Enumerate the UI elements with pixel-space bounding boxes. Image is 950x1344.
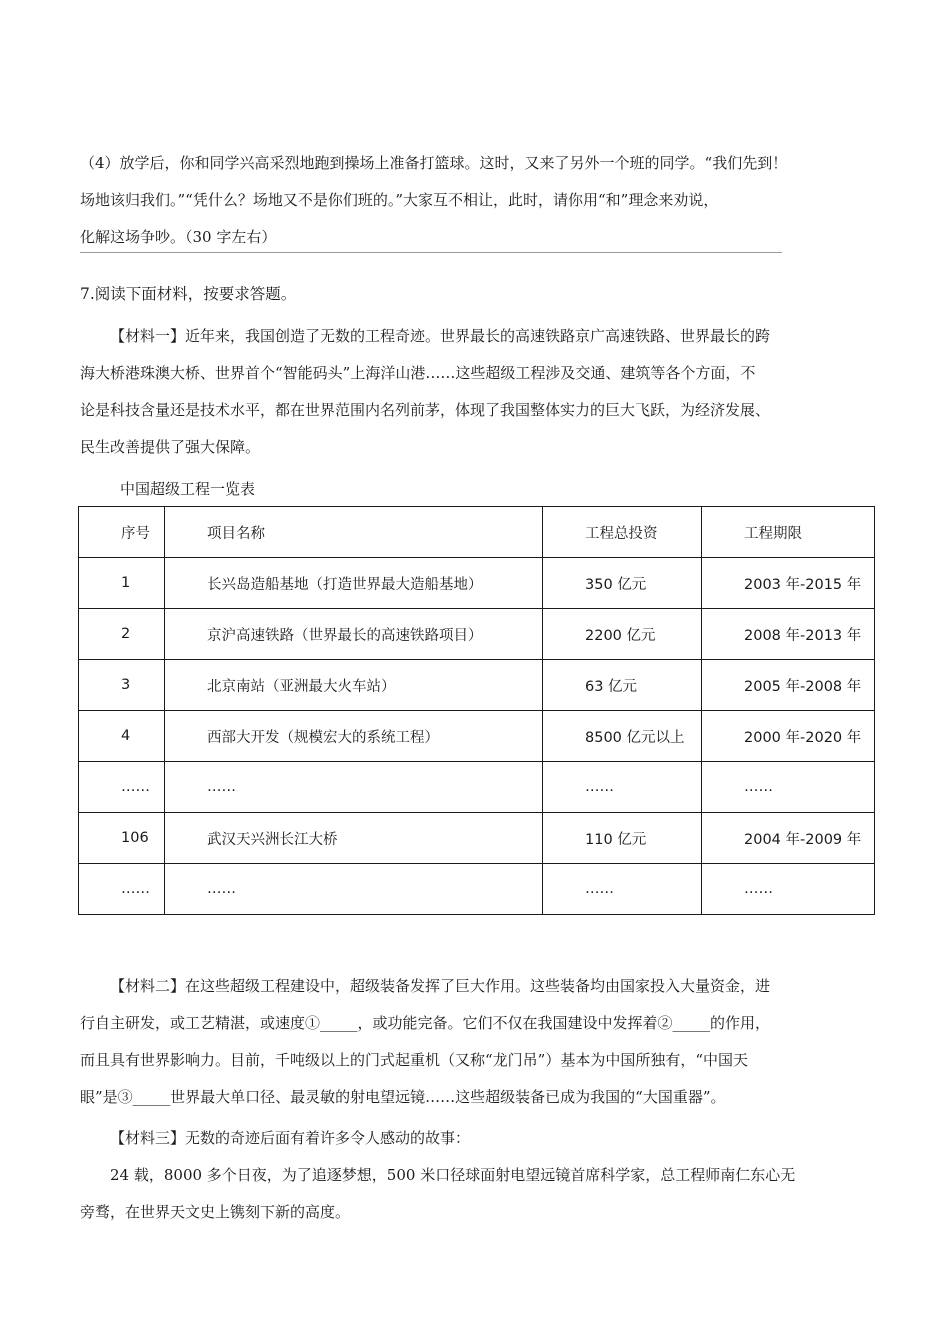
- answer-line: [80, 252, 782, 253]
- table-cell: ……: [702, 762, 875, 813]
- text-line: 行自主研发，或工艺精湛，或速度①_____，或功能完备。它们不仅在我国建设中发挥着②_____的作用，: [80, 1014, 771, 1032]
- header-cell: 项目名称: [165, 507, 543, 558]
- q6-part4-paragraph: [80, 145, 880, 256]
- table-cell: ……: [543, 864, 702, 915]
- text-line: 场地该归我们。”“凭什么？场地又不是你们班的。”大家互不相让，此时，请你用“和”理念来劝说，: [80, 191, 719, 209]
- table-cell: 2005 年-2008 年: [702, 660, 875, 711]
- text-line: 而且具有世界影响力。目前，千吨级以上的门式起重机（又称“龙门吊”）基本为中国所独有，“中国天: [80, 1051, 749, 1069]
- text-line: 【材料二】在这些超级工程建设中，超级装备发挥了巨大作用。这些装备均由国家投入大量资金，进: [110, 977, 771, 995]
- table-cell: 2200 亿元: [543, 609, 702, 660]
- table-row: [79, 762, 875, 813]
- table-header-row: [79, 507, 875, 558]
- text-line: 旁骛，在世界天文史上镌刻下新的高度。: [80, 1203, 351, 1221]
- table-cell: 3: [79, 660, 165, 711]
- text-line: 【材料一】近年来，我国创造了无数的工程奇迹。世界最长的高速铁路京广高速铁路、世界最长的跨: [110, 327, 771, 345]
- text-line: 化解这场争吵。（30 字左右）: [80, 228, 277, 246]
- table-cell: 4: [79, 711, 165, 762]
- super-projects-table: [78, 506, 875, 915]
- table-caption: 中国超级工程一览表: [120, 480, 256, 498]
- table-cell: 2: [79, 609, 165, 660]
- table-cell: 2004 年-2009 年: [702, 813, 875, 864]
- table-row: [79, 660, 875, 711]
- table-cell: ……: [79, 864, 165, 915]
- text-line: 海大桥港珠澳大桥、世界首个“智能码头”上海洋山港……这些超级工程涉及交通、建筑等各个方面，不: [80, 364, 756, 382]
- material-1: [80, 318, 880, 466]
- table-cell: ……: [165, 762, 543, 813]
- table-row: [79, 558, 875, 609]
- table-cell: ……: [79, 762, 165, 813]
- text-line: 民生改善提供了强大保障。: [80, 438, 261, 456]
- text-line: 24 载，8000 多个日夜，为了追逐梦想，500 米口径球面射电望远镜首席科学家，总工程师南仁东心无: [110, 1166, 796, 1184]
- text-line: 【材料三】无数的奇迹后面有着许多令人感动的故事：: [110, 1129, 471, 1147]
- table-cell: 63 亿元: [543, 660, 702, 711]
- material-2: [80, 968, 880, 1116]
- table-cell: 110 亿元: [543, 813, 702, 864]
- table-cell: 8500 亿元以上: [543, 711, 702, 762]
- table-cell: 350 亿元: [543, 558, 702, 609]
- header-cell: 工程总投资: [543, 507, 702, 558]
- table-cell: 西部大开发（规模宏大的系统工程）: [165, 711, 543, 762]
- question-title: 7.阅读下面材料，按要求答题。: [80, 285, 297, 303]
- table-cell: ……: [702, 864, 875, 915]
- table-cell: 长兴岛造船基地（打造世界最大造船基地）: [165, 558, 543, 609]
- table-cell: 京沪高速铁路（世界最长的高速铁路项目）: [165, 609, 543, 660]
- table-cell: ……: [165, 864, 543, 915]
- table-cell: 2000 年-2020 年: [702, 711, 875, 762]
- table-row: [79, 813, 875, 864]
- table-cell: 106: [79, 813, 165, 864]
- material-3: [80, 1120, 880, 1231]
- header-cell: 序号: [79, 507, 165, 558]
- table-cell: 武汉天兴洲长江大桥: [165, 813, 543, 864]
- table-row: [79, 609, 875, 660]
- table-cell: ……: [543, 762, 702, 813]
- table-cell: 2008 年-2013 年: [702, 609, 875, 660]
- table-row: [79, 864, 875, 915]
- text-line: 论是科技含量还是技术水平，都在世界范围内名列前茅，体现了我国整体实力的巨大飞跃，为经济发展、: [80, 401, 771, 419]
- table-cell: 2003 年-2015 年: [702, 558, 875, 609]
- text-line: （4）放学后，你和同学兴高采烈地跑到操场上准备打篮球。这时，又来了另外一个班的同学。“我们先到！: [80, 154, 788, 172]
- header-cell: 工程期限: [702, 507, 875, 558]
- table-row: [79, 711, 875, 762]
- text-line: 眼”是③_____世界最大单口径、最灵敏的射电望远镜……这些超级装备已成为我国的“大国重器”。: [80, 1088, 726, 1106]
- table-cell: 1: [79, 558, 165, 609]
- table-cell: 北京南站（亚洲最大火车站）: [165, 660, 543, 711]
